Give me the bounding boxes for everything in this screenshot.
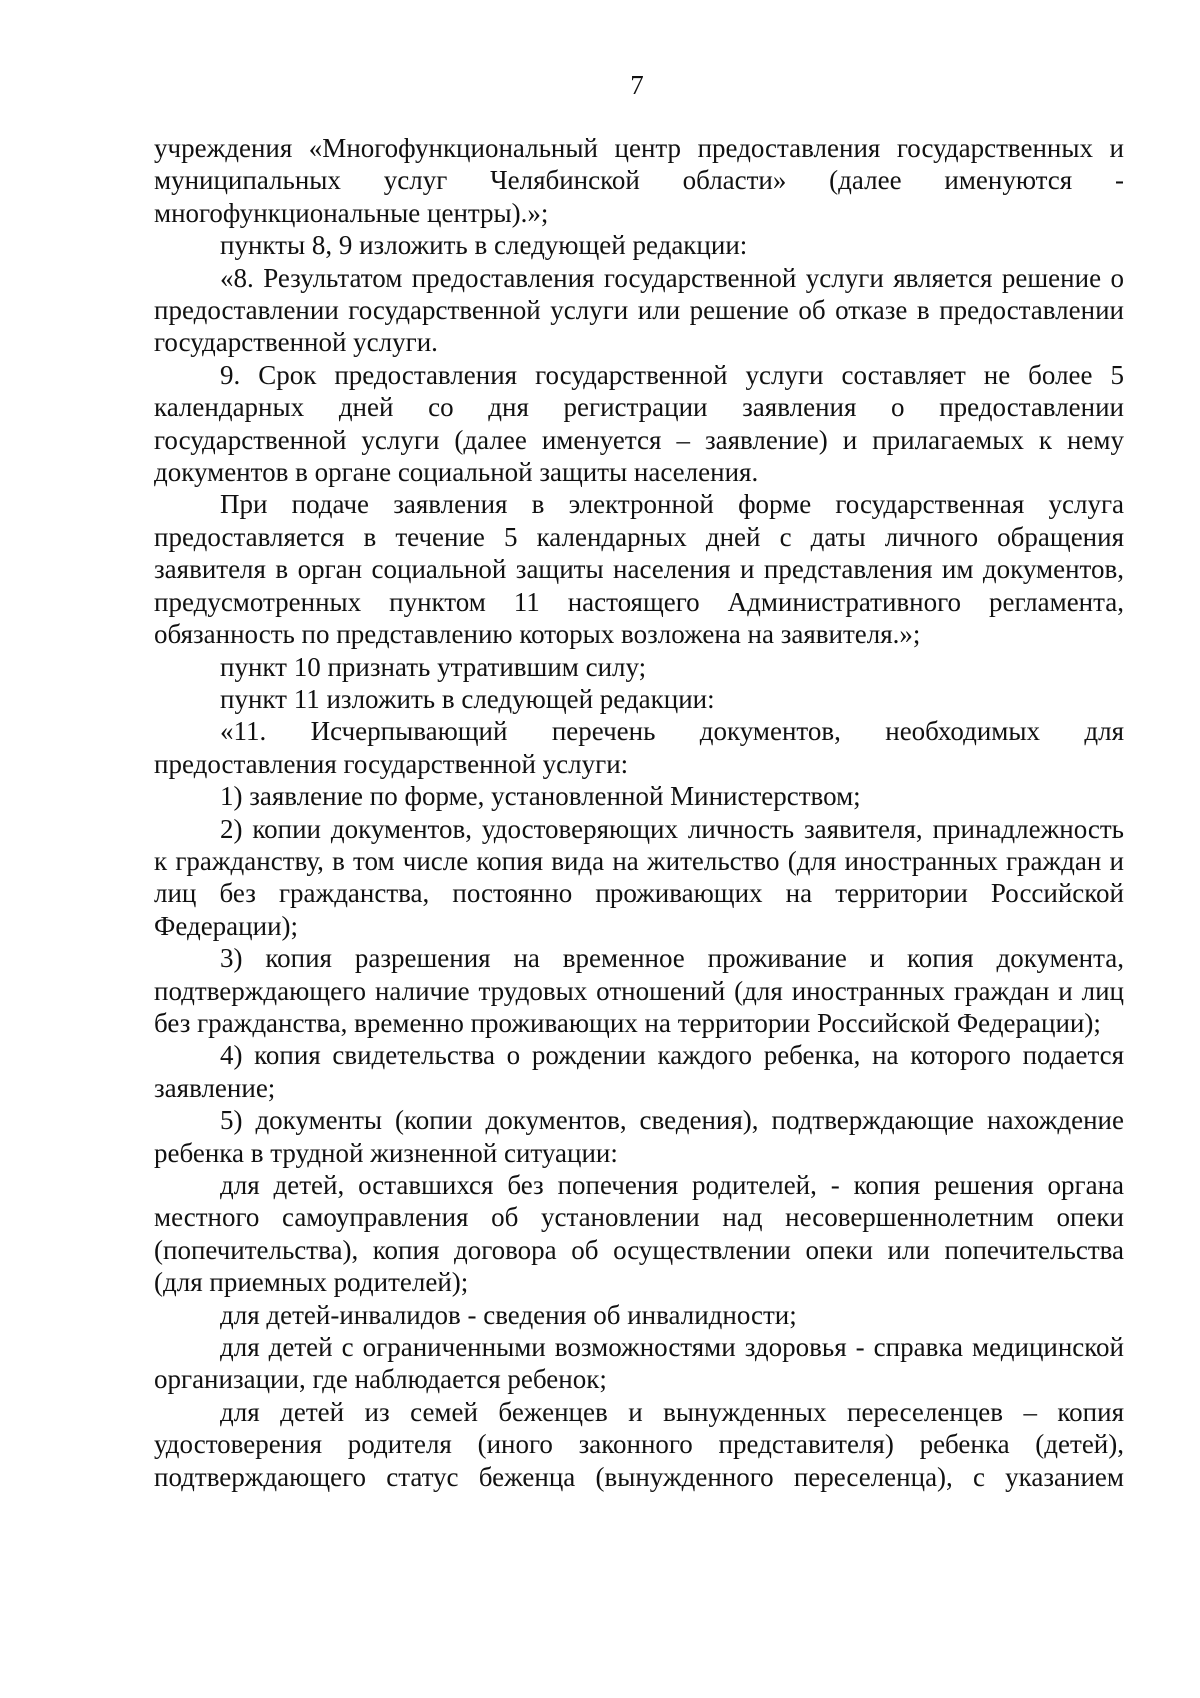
paragraph-16: для детей с ограниченными возможностями здоровья - справка медицинской организации, где наблюдается ребенок; [154, 1332, 1124, 1395]
paragraph-6: пункт 10 признать утратившим силу; [220, 651, 647, 682]
paragraph-9: 1) заявление по форме, установленной Министерством; [220, 781, 861, 812]
paragraph-5: При подаче заявления в электронной форме государственная услуга предоставляется в течение 5 календарных дней с даты личного обращения заявителя в орган социальной защиты населения и представления им документов, предусмотренных пунктом 11 настоящего Административного регламента, обязанность по представлению которых возложена на заявителя.»; [154, 489, 1124, 650]
paragraph-8: «11. Исчерпывающий перечень документов, необходимых для предоставления государственной услуги: [154, 716, 1124, 779]
paragraph-3: «8. Результатом предоставления государственной услуги является решение о предоставлении государственной услуги или решение об отказе в предоставлении государственной услуги. [154, 262, 1124, 358]
paragraph-14: для детей, оставшихся без попечения родителей, - копия решения органа местного самоуправления об установлении над несовершеннолетним опеки (попечительства), копия договора об осуществлении опеки или попечительства (для приемных родителей); [154, 1170, 1124, 1298]
paragraph-17: для детей из семей беженцев и вынужденных переселенцев – копия удостоверения родителя (иного законного представителя) ребенка (детей), подтверждающего статус беженца (вынужденного переселенца), с указанием [154, 1396, 1124, 1492]
paragraph-2: пункты 8, 9 изложить в следующей редакции: [220, 230, 748, 261]
paragraph-1: учреждения «Многофункциональный центр предоставления государственных и муниципальных услуг Челябинской области» (далее именуются - многофункциональные центры).»; [154, 133, 1124, 228]
document-body [154, 132, 1124, 1493]
paragraph-7: пункт 11 изложить в следующей редакции: [220, 683, 715, 714]
paragraph-13: 5) документы (копии документов, сведения), подтверждающие нахождение ребенка в трудной жизненной ситуации: [154, 1105, 1124, 1168]
paragraph-15: для детей-инвалидов - сведения об инвалидности; [220, 1299, 797, 1330]
paragraph-11: 3) копия разрешения на временное проживание и копия документа, подтверждающего наличие трудовых отношений (для иностранных граждан и лиц без гражданства, временно проживающих на территории Российской Федерации); [154, 943, 1124, 1038]
paragraph-4: 9. Срок предоставления государственной услуги составляет не более 5 календарных дней со дня регистрации заявления о предоставлении государственной услуги (далее именуется – заявление) и прилагаемых к нему документов в органе социальной защиты населения. [154, 359, 1124, 488]
paragraph-10: 2) копии документов, удостоверяющих личность заявителя, принадлежность к гражданству, в том числе копия вида на жительство (для иностранных граждан и лиц без гражданства, постоянно проживающих на территории Российской Федерации); [154, 813, 1124, 941]
paragraph-12: 4) копия свидетельства о рождении каждого ребенка, на которого подается заявление; [154, 1040, 1124, 1103]
page-number: 7 [630, 70, 644, 100]
